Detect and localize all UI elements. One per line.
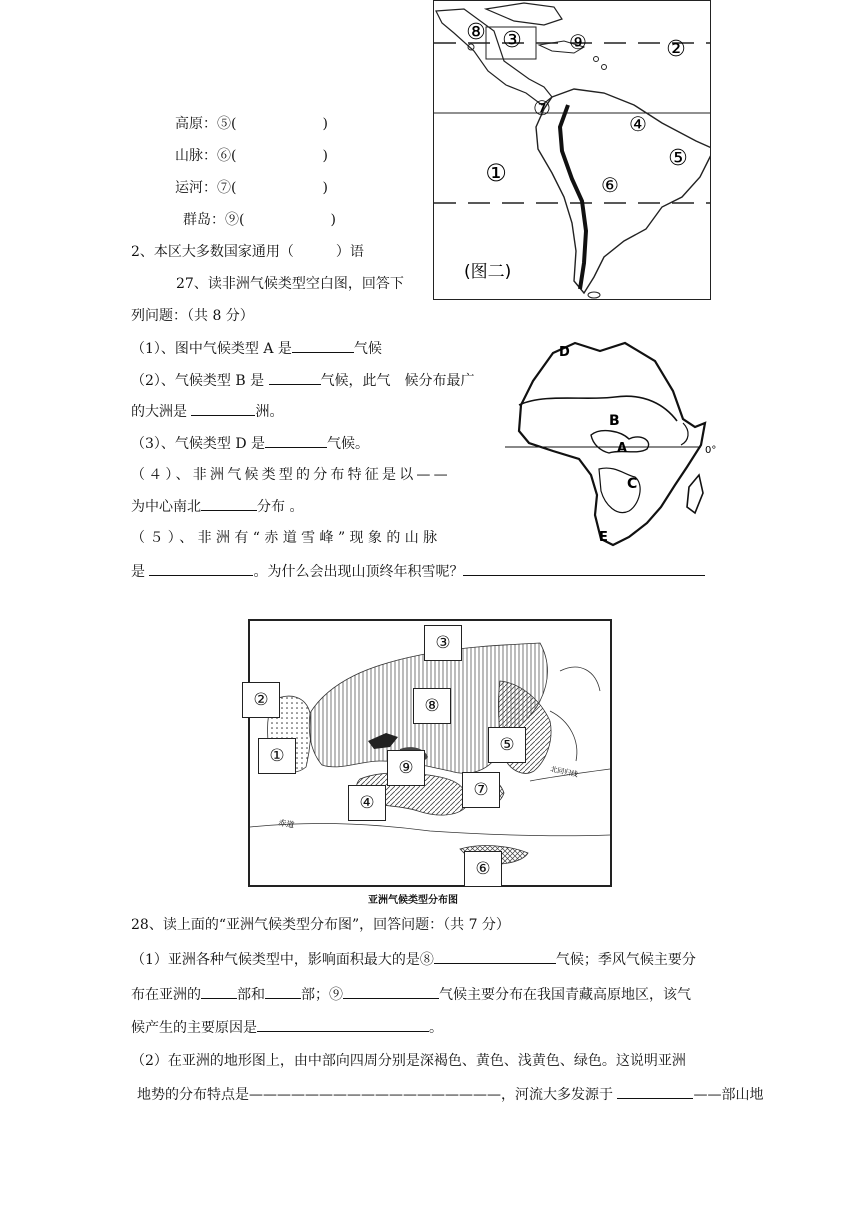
south-america-map bbox=[433, 0, 711, 300]
box-label: ⑤ bbox=[499, 735, 515, 755]
asia-box-7 bbox=[462, 772, 500, 808]
answer-blank[interactable] bbox=[201, 984, 237, 999]
q28-1-text-g: 候产生的主要原因是 bbox=[131, 1020, 257, 1036]
q28-1-text-d: 部和 bbox=[237, 987, 265, 1003]
answer-blank[interactable] bbox=[265, 433, 327, 448]
q28-part2-line1: （2）在亚洲的地形图上，由中部向四周分别是深褐色、黄色、浅黄色、绿色。这说明亚洲 bbox=[131, 1053, 686, 1069]
q28-heading: 28、读上面的“亚洲气候类型分布图”，回答问题：（共 7 分） bbox=[131, 917, 510, 933]
landform-item-islands bbox=[183, 210, 336, 230]
asia-map-caption: 亚洲气候类型分布图 bbox=[368, 895, 458, 906]
answer-blank[interactable] bbox=[463, 561, 705, 576]
sa-label: ② bbox=[666, 37, 686, 62]
q28-1-text-f: 气候主要分布在我国青藏高原地区，该气 bbox=[439, 987, 691, 1003]
q28-1-text-c: 布在亚洲的 bbox=[131, 987, 201, 1003]
sa-label: ③ bbox=[502, 28, 522, 53]
africa-label: B bbox=[609, 413, 620, 429]
asia-box-6 bbox=[464, 851, 502, 887]
q28-part1-line3 bbox=[131, 1017, 443, 1038]
answer-blank[interactable] bbox=[434, 949, 556, 964]
sa-label: ⑦ bbox=[533, 96, 551, 120]
answer-blank[interactable] bbox=[292, 338, 354, 353]
q27-3-end: 气候。 bbox=[327, 436, 370, 452]
africa-label: D bbox=[559, 345, 570, 360]
close-paren: ) bbox=[322, 148, 328, 164]
close-paren: ) bbox=[322, 116, 328, 132]
q27-2-text: （2）、气候类型 B 是 bbox=[131, 373, 265, 389]
asia-box-3 bbox=[424, 625, 462, 661]
close-paren: ) bbox=[322, 180, 328, 196]
q28-part2-line2 bbox=[137, 1084, 763, 1105]
asia-box-9 bbox=[387, 750, 425, 786]
q28-1-text-h: 。 bbox=[429, 1020, 443, 1036]
landform-item-plateau bbox=[175, 114, 328, 134]
sa-label: ① bbox=[485, 159, 507, 187]
asia-box-2 bbox=[242, 682, 280, 718]
q27-part1 bbox=[131, 338, 382, 359]
africa-map-drawing bbox=[505, 335, 735, 550]
landform-label: 高原：⑤( bbox=[175, 116, 237, 132]
q28-1-text-b: 气候；季风气候主要分 bbox=[555, 952, 696, 968]
sa-map-title: (图二) bbox=[464, 262, 512, 282]
box-label: ① bbox=[269, 746, 285, 766]
answer-blank[interactable] bbox=[257, 1017, 429, 1032]
landform-item-canal bbox=[175, 178, 328, 198]
q28-2-text-d: ——部山地 bbox=[693, 1087, 764, 1103]
landform-label: 群岛：⑨( bbox=[183, 212, 245, 228]
asia-climate-map bbox=[248, 619, 612, 887]
q28-1-text-e: 部；⑨ bbox=[301, 987, 343, 1003]
q27-5-text-c: 。为什么会出现山顶终年积雪呢？ bbox=[253, 564, 464, 580]
q27-1-text: （1）、图中气候类型 A 是 bbox=[131, 341, 292, 357]
box-label: ⑥ bbox=[475, 859, 491, 879]
south-america-map-drawing bbox=[434, 1, 710, 299]
close-paren: ) bbox=[330, 212, 336, 228]
q27-5-text-b: 是 bbox=[131, 564, 145, 580]
q27-heading-line1: 27、读非洲气候类型空白图，回答下 bbox=[176, 276, 404, 292]
asia-box-4 bbox=[348, 785, 386, 821]
asia-box-1 bbox=[258, 738, 296, 774]
sa-label: ⑧ bbox=[466, 20, 486, 45]
equator-label: 赤道 bbox=[277, 818, 295, 830]
sa-label: ⑥ bbox=[601, 173, 619, 197]
q2-text-end: ）语 bbox=[335, 244, 364, 260]
asia-box-8 bbox=[413, 688, 451, 724]
sa-label: ⑨ bbox=[569, 30, 587, 54]
tropic-label: 北回归线 bbox=[549, 765, 579, 779]
box-label: ⑧ bbox=[424, 696, 440, 716]
q28-2-text-b: 地势的分布特点是 bbox=[137, 1087, 249, 1103]
answer-blank[interactable] bbox=[269, 370, 321, 385]
box-label: ⑦ bbox=[473, 780, 489, 800]
q28-1-text-a: （1）亚洲各种气候类型中，影响面积最大的是⑧ bbox=[131, 952, 434, 968]
q27-part5-cont bbox=[131, 561, 705, 582]
answer-blank[interactable] bbox=[201, 496, 257, 511]
q27-part5: （５）、非洲有“赤道雪峰”现象的山脉 bbox=[131, 530, 442, 546]
box-label: ② bbox=[253, 690, 269, 710]
asia-box-5 bbox=[488, 727, 526, 763]
answer-blank[interactable] bbox=[265, 984, 301, 999]
q27-part4-cont bbox=[131, 496, 303, 517]
africa-map bbox=[505, 335, 735, 550]
q27-part2-cont bbox=[131, 401, 283, 422]
africa-label: C bbox=[627, 476, 638, 492]
question-2 bbox=[131, 242, 364, 262]
sa-label: ④ bbox=[629, 112, 647, 136]
q28-part1-line1 bbox=[131, 949, 696, 970]
q27-part2 bbox=[131, 370, 475, 391]
landform-label: 山脉：⑥( bbox=[175, 148, 237, 164]
q2-text: 2、本区大多数国家通用（ bbox=[131, 244, 294, 260]
q27-4-text-c: 分布 。 bbox=[257, 499, 304, 515]
answer-blank[interactable] bbox=[191, 401, 255, 416]
africa-label: A bbox=[617, 441, 628, 456]
answer-blank[interactable] bbox=[617, 1084, 693, 1099]
landform-label: 运河：⑦( bbox=[175, 180, 237, 196]
q27-part4: （４）、非洲气候类型的分布特征是以—— bbox=[131, 467, 451, 483]
q27-2-text-c: 的大洲是 bbox=[131, 404, 187, 420]
q27-1-end: 气候 bbox=[353, 341, 382, 357]
q28-part1-line2 bbox=[131, 984, 691, 1005]
africa-label: E bbox=[599, 530, 608, 545]
q27-2-text-b: 气候，此气 候分布最广 bbox=[320, 373, 475, 389]
q27-heading-line2: 列问题：（共 8 分） bbox=[131, 308, 254, 324]
sa-label: ⑤ bbox=[668, 146, 688, 171]
landform-item-mountain bbox=[175, 146, 328, 166]
box-label: ④ bbox=[359, 793, 375, 813]
answer-blank[interactable] bbox=[149, 561, 253, 576]
q27-4-text-b: 为中心南北 bbox=[131, 499, 201, 515]
q28-2-text-c: ——————————————————，河流大多发源于 bbox=[249, 1087, 613, 1103]
answer-blank[interactable] bbox=[343, 984, 439, 999]
equator-label: 0° bbox=[705, 445, 717, 456]
q27-part3 bbox=[131, 433, 369, 454]
q27-3-text: （3）、气候类型 D 是 bbox=[131, 436, 266, 452]
box-label: ③ bbox=[435, 633, 451, 653]
q27-2-text-d: 洲。 bbox=[255, 404, 284, 420]
box-label: ⑨ bbox=[398, 758, 414, 778]
